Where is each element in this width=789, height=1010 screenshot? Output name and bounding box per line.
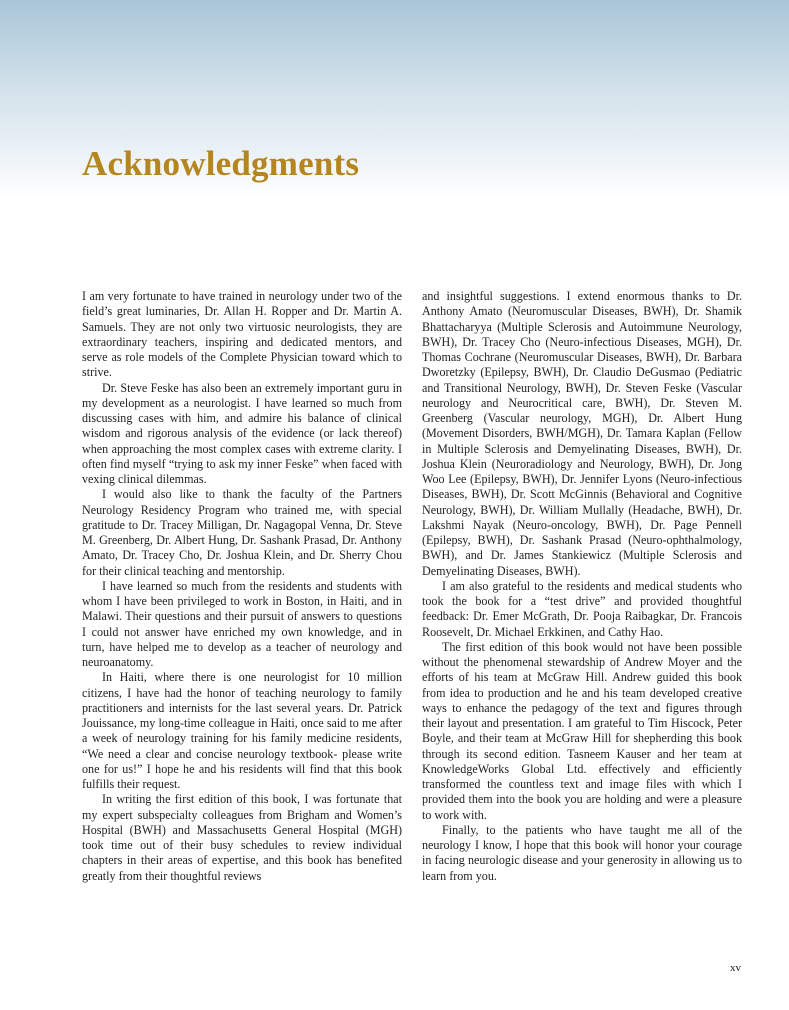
paragraph: I would also like to thank the faculty of the Partners Neurology Residency Program who trained me, with special gratitude to Dr. Tracey Milligan, Dr. Nagagopal Venna, Dr. Steve M. Greenberg, Dr. Albert Hung, Dr. Sashank Prasad, Dr. Anthony Amato, Dr. Tracey Cho, Dr. Joshua Klein, and Dr. Sherry Chou for their clinical teaching and mentorship. bbox=[82, 487, 402, 578]
paragraph: I have learned so much from the residents and students with whom I have been privileged to work in Boston, in Haiti, and in Malawi. Their questions and their pursuit of answers to questions I could not answer have enriched my own knowledge, and in turn, have helped me to develop as a teacher of neurology and neuroanatomy. bbox=[82, 578, 402, 669]
left-column bbox=[82, 289, 402, 884]
paragraph: Finally, to the patients who have taught me all of the neurology I know, I hope that this book will honor your courage in facing neurologic disease and your generosity in allowing us to learn from you. bbox=[422, 822, 742, 883]
paragraph: and insightful suggestions. I extend enormous thanks to Dr. Anthony Amato (Neuromuscular Diseases, BWH), Dr. Shamik Bhattacharyya (Multiple Sclerosis and Autoimmune Neurology, BWH), Dr. Tracey Cho (Neuro-infectious Diseases, MGH), Dr. Thomas Cochrane (Neuromuscular Diseases, BWH), Dr. Barbara Dworetzky (Epilepsy, BWH), Dr. Claudio DeGusmao (Pediatric and Transitional Neurology, BWH), Dr. Steven Feske (Vascular neurology and Neurocritical care, BWH), Dr. Steven M. Greenberg (Vascular neurology, MGH), Dr. Albert Hung (Movement Disorders, BWH/MGH), Dr. Tamara Kaplan (Fellow in Multiple Sclerosis and Demyelinating Diseases, BWH), Dr. Joshua Klein (Neuroradiology and Neurology, BWH), Dr. Jong Woo Lee (Epilepsy, BWH), Dr. Jennifer Lyons (Neuro-infectious Diseases, BWH), Dr. Scott McGinnis (Behavioral and Cognitive Neurology, BWH), Dr. William Mullally (Headache, BWH), Dr. Lakshmi Nayak (Neuro-oncology, BWH), Dr. Page Pennell (Epilepsy, BWH), Dr. Sashank Prasad (Neuro-ophthalmology, BWH), and Dr. James Stankiewicz (Multiple Sclerosis and Demyelinating Diseases, BWH). bbox=[422, 289, 742, 578]
paragraph: Dr. Steve Feske has also been an extremely important guru in my development as a neurologist. I have learned so much from discussing cases with him, and admire his balance of clinical wisdom and rigorous analysis of the evidence (or lack thereof) when approaching the most complex cases with extreme clarity. I often find myself “trying to ask my inner Feske” when faced with vexing clinical dilemmas. bbox=[82, 380, 402, 486]
paragraph: The first edition of this book would not have been possible without the phenomenal stewardship of Andrew Moyer and the efforts of his team at McGraw Hill. Andrew guided this book from idea to production and he and his team developed creative ways to enhance the pedagogy of the text and figures through their layout and presentation. I am grateful to Tim Hiscock, Peter Boyle, and their team at McGraw Hill for shepherding this book through its second edition. Tasneem Kauser and her team at KnowledgeWorks Global Ltd. effectively and efficiently transformed the countless text and image files with which I provided them into the book you are holding and were a pleasure to work with. bbox=[422, 639, 742, 822]
page-number: xv bbox=[730, 962, 741, 974]
paragraph: In writing the first edition of this book, I was fortunate that my expert subspecialty colleagues from Brigham and Women’s Hospital (BWH) and Massachusetts General Hospital (MGH) took time out of their busy schedules to review individual chapters in their areas of expertise, and this book has benefited greatly from their thoughtful reviews bbox=[82, 792, 402, 883]
paragraph: I am also grateful to the residents and medical students who took the book for a “test drive” and provided thoughtful feedback: Dr. Emer McGrath, Dr. Pooja Raibagkar, Dr. Francois Roosevelt, Dr. Michael Erkkinen, and Cathy Hao. bbox=[422, 578, 742, 639]
page-title: Acknowledgments bbox=[82, 144, 360, 183]
paragraph: I am very fortunate to have trained in neurology under two of the field’s great luminaries, Dr. Allan H. Ropper and Dr. Martin A. Samuels. They are not only two virtuosic neurologists, they are extraordinary teachers, inspiring and dedicated mentors, and serve as role models of the Complete Physician toward which to strive. bbox=[82, 289, 402, 380]
right-column bbox=[422, 289, 742, 884]
body-columns bbox=[82, 289, 742, 884]
paragraph: In Haiti, where there is one neurologist for 10 million citizens, I have had the honor of teaching neurology to family practitioners and internists for the last several years. Dr. Patrick Jouissance, my long-time colleague in Haiti, once said to me after a week of neurology training for his family medicine residents, “We need a clear and concise neurology textbook- please write one for us!” I hope he and his residents will find that this book fulfills their request. bbox=[82, 670, 402, 791]
